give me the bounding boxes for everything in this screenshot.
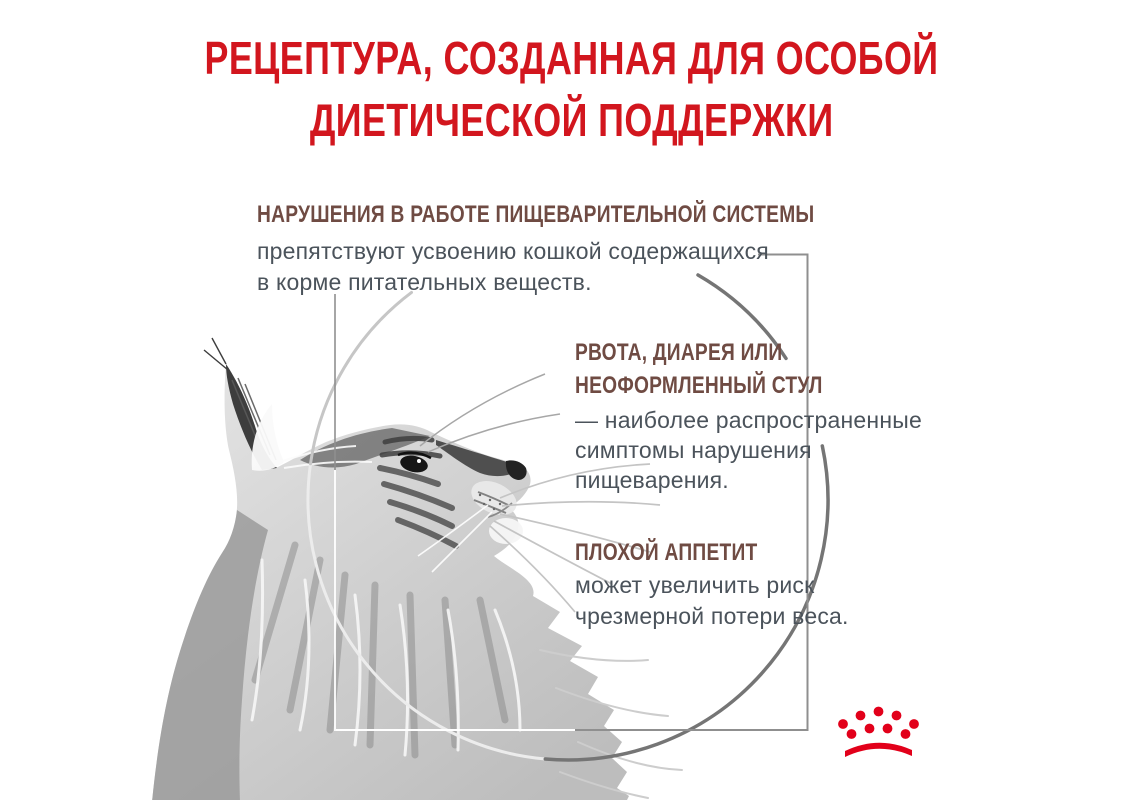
cat-eye-glint bbox=[417, 459, 421, 463]
body-line: в корме питательных веществ. bbox=[257, 269, 592, 295]
heading-line: ПЛОХОЙ АППЕТИТ bbox=[575, 539, 758, 566]
body-line: — наиболее распространенные bbox=[575, 407, 922, 433]
callout-digestive-system-body bbox=[257, 236, 954, 298]
page-title-line-2: ДИЕТИЧЕСКОЙ ПОДДЕРЖКИ bbox=[309, 94, 834, 146]
callout-digestive-system-heading bbox=[257, 200, 954, 230]
crown-dots bbox=[838, 707, 919, 739]
callout-poor-appetite-body bbox=[575, 570, 849, 632]
body-line: может увеличить риск bbox=[575, 572, 815, 598]
page-title bbox=[0, 27, 1143, 151]
body-line: пищеварения. bbox=[575, 467, 729, 493]
heading-line: РВОТА, ДИАРЕЯ ИЛИ bbox=[575, 339, 783, 366]
heading-line: НАРУШЕНИЯ В РАБОТЕ ПИЩЕВАРИТЕЛЬНОЙ СИСТЕМЫ bbox=[257, 201, 815, 228]
callout-digestive-system bbox=[257, 200, 954, 298]
cat-ear-tip-tufts bbox=[204, 338, 228, 370]
body-line: препятствуют усвоению кошкой содержащихся bbox=[257, 238, 769, 264]
crown-band bbox=[845, 743, 912, 757]
callout-vomiting-diarrhea bbox=[575, 336, 922, 495]
callout-poor-appetite bbox=[575, 536, 849, 632]
heading-line: НЕОФОРМЛЕННЫЙ СТУЛ bbox=[575, 372, 823, 399]
callout-vomiting-diarrhea-heading bbox=[575, 336, 922, 402]
body-line: симптомы нарушения bbox=[575, 437, 812, 463]
body-line: чрезмерной потери веса. bbox=[575, 603, 849, 629]
callout-poor-appetite-heading bbox=[575, 536, 849, 569]
page-title-line-1: РЕЦЕПТУРА, СОЗДАННАЯ ДЛЯ ОСОБОЙ bbox=[204, 32, 939, 84]
royal-canin-crown-icon bbox=[834, 702, 922, 760]
callout-vomiting-diarrhea-body bbox=[575, 405, 922, 495]
